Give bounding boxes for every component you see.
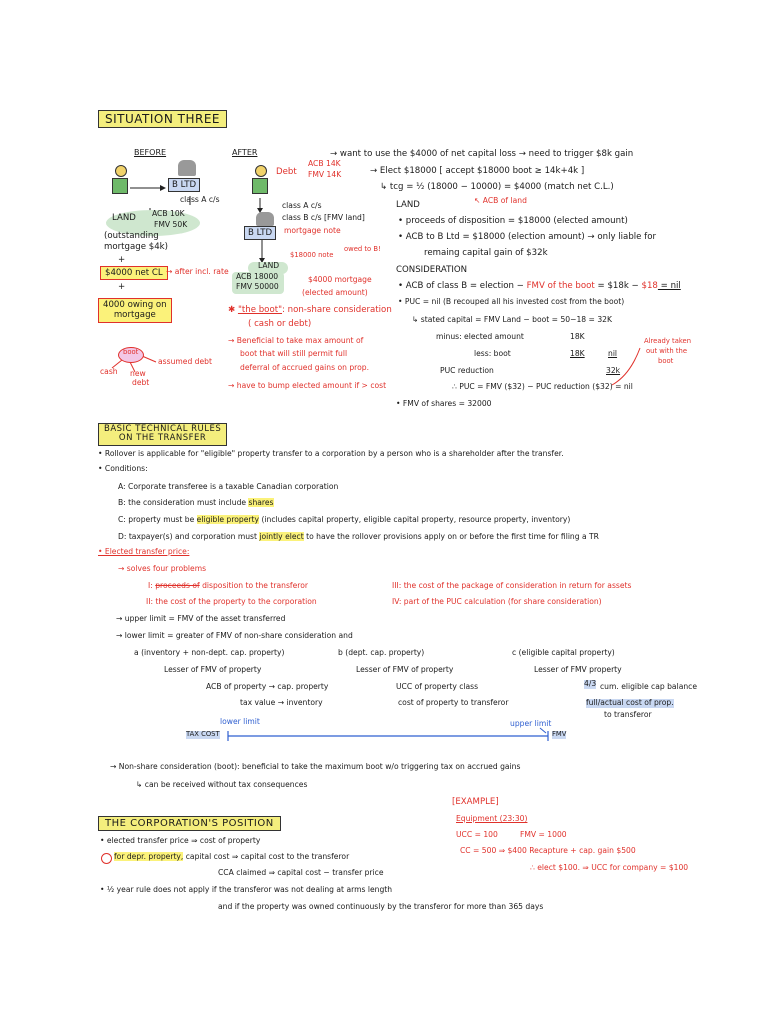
situation-title: SITUATION THREE [98, 110, 227, 128]
val-nil: nil [608, 349, 618, 358]
after-fmv50: FMV 50000 [236, 282, 279, 291]
before-class-a: class A c/s [180, 195, 220, 204]
lesser-b: Lesser of FMV of property [356, 665, 454, 674]
boot-label: boot [123, 348, 139, 356]
boot-cash: cash [100, 367, 118, 376]
corporation-title: THE CORPORATION'S POSITION [98, 816, 281, 831]
after-acb18: ACB 18000 [236, 272, 279, 281]
four-thirds: 4/3 [584, 679, 597, 688]
rollover: • Rollover is applicable for "eligible" property transfer to a corporation by a person who is a shareholder after the transfer. [98, 449, 564, 458]
want-net-cl: → want to use the $4000 of net capital loss → need to trigger $8k gain [330, 149, 634, 159]
lesser-a: Lesser of FMV of property [164, 665, 262, 674]
condition-b-pre: B: the consideration must include [118, 498, 249, 507]
lesser-c: Lesser of FMV property [534, 665, 622, 674]
owing-box [98, 298, 172, 323]
alert-icon [101, 853, 112, 864]
beneficial-3: deferral of accrued gains on prop. [240, 363, 369, 372]
before-fmv: FMV 50K [154, 220, 188, 229]
puc-final: ∴ PUC = FMV ($32) − PUC reduction ($32) = nil [452, 382, 633, 391]
tcg-calc: ↳ tcg = ½ (18000 − 10000) = $4000 (match net C.L.) [380, 182, 614, 192]
already-1: Already taken [644, 337, 692, 345]
to-transferor: to transferor [604, 710, 652, 719]
condition-d-post: to have the rollover provisions apply on or before the first time for filing a TR [303, 532, 599, 541]
boot-assumed-debt: assumed debt [158, 357, 212, 366]
depr-property-line [114, 853, 349, 862]
example-cc: CC = 500 ⇒ $400 Recapture + cap. gain $500 [460, 846, 636, 855]
puc-reduction: PUC reduction [440, 366, 494, 375]
stated-capital: ↳ stated capital = FMV Land − boot = 50−18 = 32K [412, 315, 612, 324]
condition-c [118, 516, 570, 525]
problem-1-strike: proceeds of [155, 581, 200, 590]
rules-title [98, 423, 227, 446]
acb-class-b-post: = $18k − [594, 281, 642, 291]
acb-cap-property: ACB of property → cap. property [206, 682, 329, 691]
person-icon [112, 165, 128, 191]
option-a: a (inventory + non-dept. cap. property) [134, 648, 285, 657]
lower-limit: → lower limit = greater of FMV of non-share consideration and [116, 631, 353, 640]
before-acb: ACB 10K [152, 209, 185, 218]
after-acb14: ACB 14K [308, 159, 341, 168]
proceeds: • proceeds of disposition = $18000 (elected amount) [398, 216, 628, 226]
non-share-consideration: → Non-share consideration (boot): beneficial to take the maximum boot w/o triggering tax on accrued gains [110, 762, 521, 771]
plus-2: + [118, 282, 126, 292]
ucc-class: UCC of property class [396, 682, 479, 691]
half-year-rule: • ½ year rule does not apply if the transferor was not dealing at arms length [100, 885, 393, 894]
elected-cost-property: • elected transfer price ⇒ cost of property [100, 836, 261, 845]
and-if-owned: and if the property was owned continuously by the transferor for more than 365 days [218, 902, 544, 911]
building-icon [178, 160, 196, 176]
mortgage-4000: $4000 mortgage [308, 275, 372, 284]
condition-c-eligible: eligible property [196, 515, 260, 524]
acb-class-b-fmv-boot: FMV of the boot [526, 281, 595, 291]
condition-a: A: Corporate transferee is a taxable Canadian corporation [118, 482, 339, 491]
condition-c-pre: C: property must be [118, 515, 197, 524]
condition-b [118, 499, 274, 508]
boot-new: new [130, 369, 146, 378]
before-outstanding: (outstanding [104, 231, 159, 241]
problem-3: III: the cost of the package of consideration in return for assets [392, 581, 632, 590]
upper-limit: → upper limit = FMV of the asset transferred [116, 614, 286, 623]
problem-1-rest: disposition to the transferor [199, 581, 308, 590]
building-icon-after [256, 212, 274, 226]
boot-title-text: "the boot" [237, 305, 283, 315]
owing-line-1: 4000 owing on [103, 300, 167, 310]
after-label: AFTER [232, 148, 258, 157]
capital-cost-transferor: capital cost ⇒ capital cost to the transferor [183, 852, 350, 861]
fmv-end-label: FMV [552, 730, 567, 738]
condition-d [118, 533, 599, 542]
cum-eligible-cap: cum. eligible cap balance [600, 682, 698, 691]
elect-18000: → Elect $18000 [ accept $18000 boot ≥ 14k+4k ] [370, 166, 585, 176]
before-land: LAND [112, 213, 136, 223]
val-32k: 32k [606, 366, 621, 375]
before-b-ltd: B LTD [168, 178, 200, 192]
land-head: LAND [396, 200, 420, 210]
already-2: out with the [646, 347, 688, 355]
condition-d-pre: D: taxpayer(s) and corporation must [118, 532, 260, 541]
after-fmv14: FMV 14K [308, 170, 342, 179]
example-title: [EXAMPLE] [452, 797, 499, 807]
acb-class-b [398, 282, 681, 292]
condition-b-shares: shares [248, 498, 274, 507]
mortgage-note: mortgage note [284, 226, 341, 235]
cost-to-transferor: cost of property to transferor [398, 698, 509, 707]
already-3: boot [658, 357, 674, 365]
remaining-cg: remaing capital gain of $32k [424, 248, 548, 258]
boot-sub: ( cash or debt) [248, 319, 312, 329]
after-land: LAND [258, 261, 280, 270]
fmv-shares: • FMV of shares = 32000 [396, 399, 492, 408]
depr-property-hl: for depr. property, [114, 852, 184, 861]
example-elect: ∴ elect $100. ⇒ UCC for company = $100 [530, 863, 689, 872]
acb-class-b-pre: • ACB of class B = election − [398, 281, 527, 291]
puc-nil: • PUC = nil (B recouped all his invested cost from the boot) [398, 297, 625, 306]
owed-to-b: owed to B! [344, 245, 381, 253]
tax-value-inventory: tax value → inventory [240, 698, 323, 707]
rules-title-1: BASIC TECHNICAL RULES [104, 424, 222, 434]
net-cl-box: $4000 net CL [100, 266, 168, 280]
acb-class-b-18: $18 [641, 281, 658, 291]
before-label: BEFORE [134, 148, 167, 157]
bump-elected: → have to bump elected amount if > cost [228, 381, 387, 390]
note-18000: $18000 note [290, 251, 334, 259]
condition-d-jointly: jointly elect [259, 532, 304, 541]
boot-debt: debt [132, 378, 150, 387]
after-class-a: class A c/s [282, 201, 322, 210]
example-equipment: Equipment (23:30) [456, 814, 528, 823]
example-fmv: FMV = 1000 [520, 830, 567, 839]
after-class-b: class B c/s [FMV land] [282, 213, 365, 222]
elected-amount: (elected amount) [302, 288, 368, 297]
acb-class-b-end: = nil [657, 281, 681, 291]
solves-four: → solves four problems [118, 564, 207, 573]
received-without-tax: ↳ can be received without tax consequences [136, 780, 308, 789]
before-mortgage: mortgage $4k) [104, 242, 168, 252]
cca-claimed: CCA claimed ⇒ capital cost − transfer price [218, 868, 384, 877]
val-18k: 18K [570, 332, 585, 341]
rules-title-2: ON THE TRANSFER [118, 433, 207, 444]
person-icon-after [252, 165, 268, 191]
plus-1: + [118, 255, 126, 265]
acb-to-b: • ACB to B Ltd = $18000 (election amount) → only liable for [398, 232, 656, 242]
after-debt: Debt [276, 167, 297, 177]
problem-1-num: I: [148, 581, 153, 590]
conditions: • Conditions: [98, 464, 148, 473]
tax-cost-label: TAX COST [186, 730, 220, 738]
problem-1 [148, 582, 308, 591]
beneficial-1: → Beneficial to take max amount of [228, 336, 364, 345]
example-ucc: UCC = 100 [456, 830, 498, 839]
option-c: c (eligible capital property) [512, 648, 615, 657]
lower-limit-label: lower limit [220, 717, 260, 726]
condition-c-post: (includes capital property, eligible capital property, resource property, inventory) [259, 515, 571, 524]
full-actual-cost: full/actual cost of prop. [586, 698, 674, 707]
boot-desc: : non-share consideration [282, 305, 392, 315]
owing-line-2: mortgage [113, 310, 156, 321]
problem-4: IV: part of the PUC calculation (for share consideration) [392, 597, 602, 606]
boot-title: ✱ "the boot": non-share consideration [228, 305, 392, 315]
after-b-ltd: B LTD [244, 226, 276, 240]
upper-limit-label: upper limit [510, 719, 552, 728]
acb-of-land-note: ↖ ACB of land [474, 196, 527, 205]
less-boot: less: boot [474, 349, 511, 358]
after-incl-rate: → after incl. rate [166, 267, 229, 276]
minus-elected: minus: elected amount [436, 332, 524, 341]
option-b: b (dept. cap. property) [338, 648, 425, 657]
val-18k-2: 18K [570, 349, 585, 358]
consideration-head: CONSIDERATION [396, 265, 468, 275]
elected-transfer-price: • Elected transfer price: [98, 547, 190, 556]
beneficial-2: boot that will still permit full [240, 349, 348, 358]
problem-2: II: the cost of the property to the corporation [146, 597, 317, 606]
